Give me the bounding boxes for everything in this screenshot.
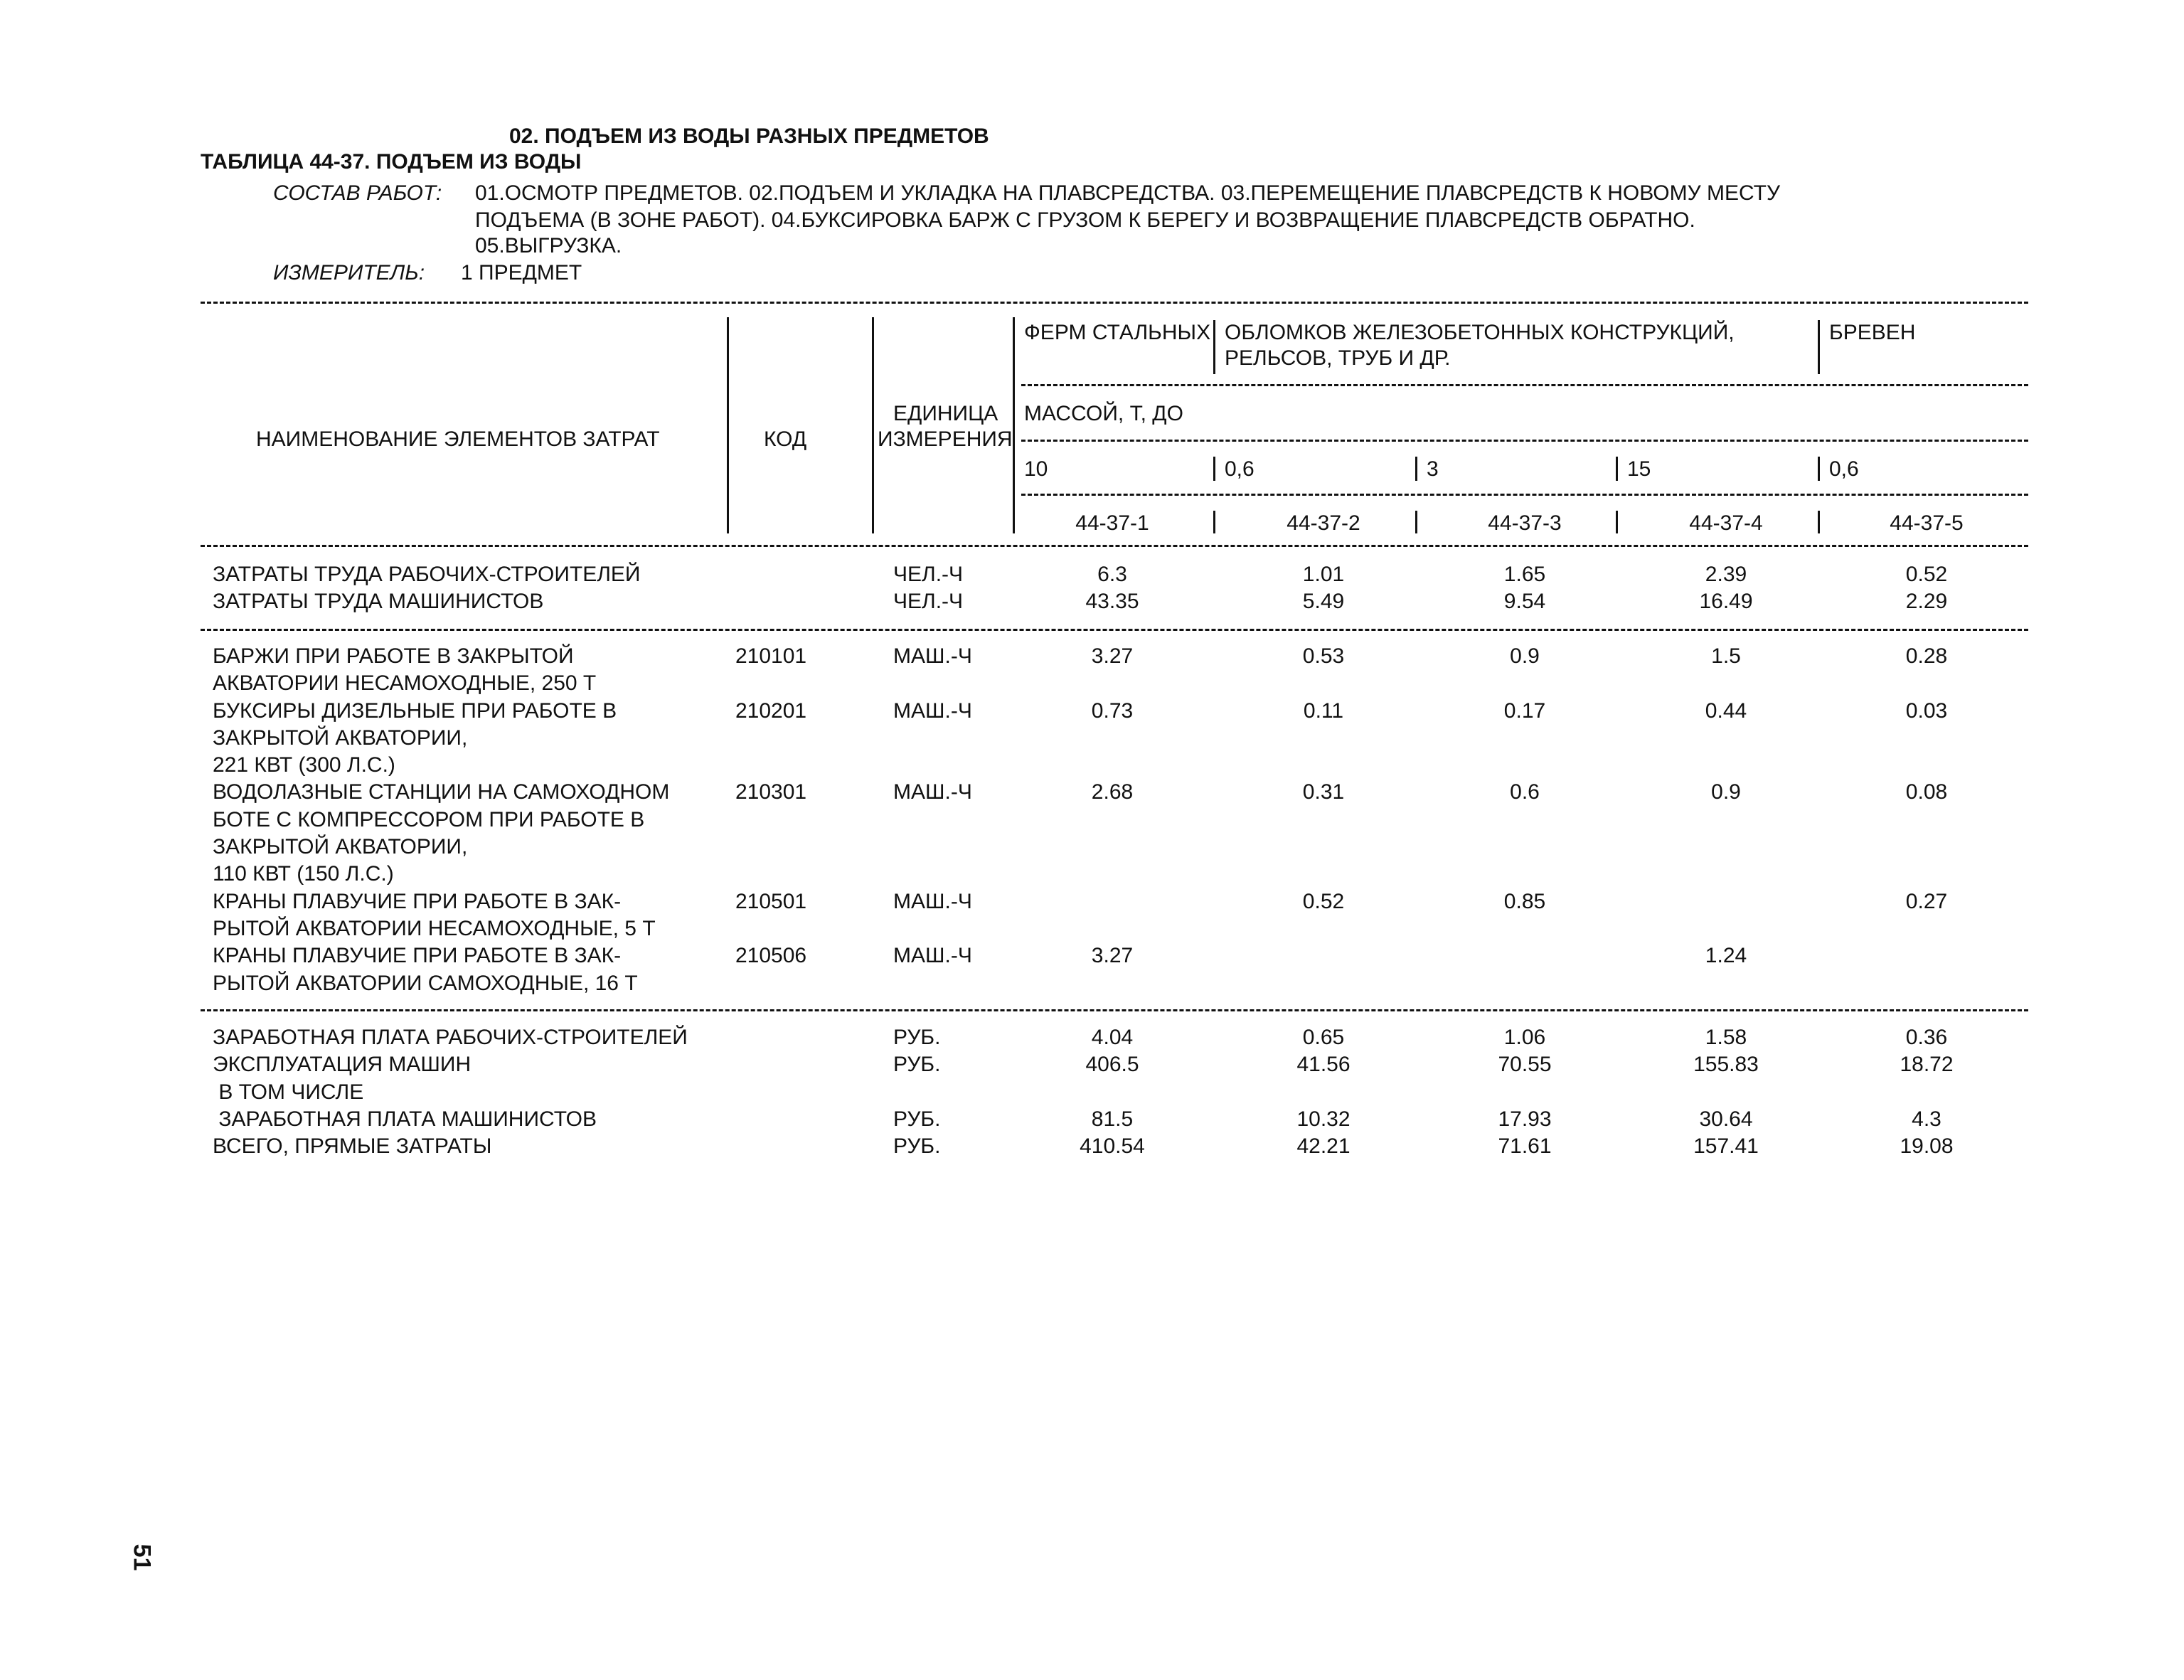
row-value: 17.93 bbox=[1498, 1107, 1552, 1131]
row-name: ВСЕГО, ПРЯМЫЕ ЗАТРАТЫ bbox=[213, 1134, 492, 1159]
row-value: 0.65 bbox=[1302, 1026, 1345, 1050]
header-group-steel: ФЕРМ СТАЛЬНЫХ bbox=[1024, 321, 1211, 344]
column-divider bbox=[1818, 457, 1820, 481]
header-name: НАИМЕНОВАНИЕ ЭЛЕМЕНТОВ ЗАТРАТ bbox=[256, 427, 660, 451]
header-mass: МАССОЙ, Т, ДО bbox=[1024, 402, 1183, 425]
header-mass-value: 10 bbox=[1024, 457, 1048, 481]
row-unit: МАШ.-Ч bbox=[893, 644, 972, 668]
row-value: 81.5 bbox=[1091, 1107, 1134, 1131]
row-name: БОТЕ С КОМПРЕССОРОМ ПРИ РАБОТЕ В bbox=[213, 807, 645, 831]
row-value: 70.55 bbox=[1498, 1053, 1552, 1077]
row-name: КРАНЫ ПЛАВУЧИЕ ПРИ РАБОТЕ В ЗАК- bbox=[213, 944, 622, 968]
row-unit: ЧЕЛ.-Ч bbox=[893, 590, 964, 614]
row-value: 43.35 bbox=[1085, 590, 1139, 614]
row-value: 410.54 bbox=[1080, 1134, 1145, 1159]
row-value: 2.39 bbox=[1705, 563, 1747, 586]
work-line: ПОДЪЕМА (В ЗОНЕ РАБОТ). 04.БУКСИРОВКА БАРЖ С ГРУЗОМ К БЕРЕГУ И ВОЗВРАЩЕНИЕ ПЛАВСРЕДСТВ ОБРАТНО. bbox=[475, 208, 1695, 232]
row-name: В ТОМ ЧИСЛЕ bbox=[213, 1080, 364, 1104]
row-value: 1.5 bbox=[1711, 644, 1741, 668]
row-unit: РУБ. bbox=[893, 1107, 941, 1131]
row-value: 0.36 bbox=[1905, 1026, 1948, 1050]
row-name: ЗАРАБОТНАЯ ПЛАТА МАШИНИСТОВ bbox=[213, 1107, 597, 1131]
row-name: КРАНЫ ПЛАВУЧИЕ ПРИ РАБОТЕ В ЗАК- bbox=[213, 889, 622, 913]
row-name: РЫТОЙ АКВАТОРИИ САМОХОДНЫЕ, 16 Т bbox=[213, 971, 638, 995]
row-unit: МАШ.-Ч bbox=[893, 698, 972, 723]
header-column-code: 44-37-2 bbox=[1287, 511, 1360, 535]
row-unit: МАШ.-Ч bbox=[893, 780, 972, 804]
row-value: 19.08 bbox=[1900, 1134, 1954, 1159]
header-unit-2: ИЗМЕРЕНИЯ bbox=[878, 427, 1013, 451]
row-value: 1.24 bbox=[1705, 944, 1747, 968]
row-value: 1.65 bbox=[1503, 563, 1546, 586]
header-column-code: 44-37-1 bbox=[1075, 511, 1149, 535]
row-value: 0.6 bbox=[1510, 780, 1540, 804]
row-unit: РУБ. bbox=[893, 1134, 941, 1159]
row-code: 210501 bbox=[735, 889, 807, 913]
column-divider bbox=[1818, 320, 1820, 374]
row-name: ЗАТРАТЫ ТРУДА РАБОЧИХ-СТРОИТЕЛЕЙ bbox=[213, 563, 641, 586]
column-divider bbox=[872, 317, 874, 533]
header-group-concrete: ОБЛОМКОВ ЖЕЛЕЗОБЕТОННЫХ КОНСТРУКЦИЙ, bbox=[1225, 321, 1735, 344]
row-value: 0.52 bbox=[1905, 563, 1948, 586]
column-divider bbox=[1013, 317, 1015, 533]
row-value: 0.44 bbox=[1705, 698, 1747, 723]
header-mass-value: 15 bbox=[1627, 457, 1651, 481]
row-value: 3.27 bbox=[1091, 944, 1134, 968]
row-value: 1.06 bbox=[1503, 1026, 1546, 1050]
column-divider bbox=[1616, 457, 1618, 481]
divider bbox=[201, 1009, 2028, 1011]
row-value: 0.52 bbox=[1302, 889, 1345, 913]
column-divider bbox=[1213, 511, 1215, 533]
work-line: 05.ВЫГРУЗКА. bbox=[475, 234, 622, 257]
column-divider bbox=[1415, 457, 1417, 481]
row-unit: РУБ. bbox=[893, 1026, 941, 1050]
header-mass-value: 3 bbox=[1427, 457, 1439, 481]
row-value: 4.04 bbox=[1091, 1026, 1134, 1050]
row-name: ЗАКРЫТОЙ АКВАТОРИИ, bbox=[213, 725, 468, 750]
row-value: 0.9 bbox=[1510, 644, 1540, 668]
row-value: 71.61 bbox=[1498, 1134, 1552, 1159]
row-name: БАРЖИ ПРИ РАБОТЕ В ЗАКРЫТОЙ bbox=[213, 644, 574, 668]
row-value: 2.68 bbox=[1091, 780, 1134, 804]
header-column-code: 44-37-3 bbox=[1488, 511, 1562, 535]
work-label: СОСТАВ РАБОТ: bbox=[273, 181, 442, 205]
row-value: 5.49 bbox=[1302, 590, 1345, 614]
row-code: 210301 bbox=[735, 780, 807, 804]
work-line: 01.ОСМОТР ПРЕДМЕТОВ. 02.ПОДЪЕМ И УКЛАДКА НА ПЛАВСРЕДСТВА. 03.ПЕРЕМЕЩЕНИЕ ПЛАВСРЕДСТВ К НОВОМУ МЕСТУ bbox=[475, 181, 1781, 205]
row-value: 406.5 bbox=[1085, 1053, 1139, 1077]
header-mass-value: 0,6 bbox=[1225, 457, 1255, 481]
header-column-code: 44-37-4 bbox=[1689, 511, 1763, 535]
row-value: 0.03 bbox=[1905, 698, 1948, 723]
row-name: 110 КВТ (150 Л.С.) bbox=[213, 862, 394, 886]
section-title: 02. ПОДЪЕМ ИЗ ВОДЫ РАЗНЫХ ПРЕДМЕТОВ bbox=[509, 124, 989, 148]
header-group-logs: БРЕВЕН bbox=[1829, 321, 1916, 344]
row-unit: РУБ. bbox=[893, 1053, 941, 1077]
meter-value: 1 ПРЕДМЕТ bbox=[461, 261, 582, 285]
row-value: 30.64 bbox=[1699, 1107, 1753, 1131]
row-unit: МАШ.-Ч bbox=[893, 944, 972, 968]
page-number: 51 bbox=[128, 1543, 156, 1571]
column-divider bbox=[1213, 320, 1215, 374]
row-value: 2.29 bbox=[1905, 590, 1948, 614]
row-value: 1.01 bbox=[1302, 563, 1345, 586]
row-value: 0.17 bbox=[1503, 698, 1546, 723]
divider bbox=[1021, 440, 2028, 442]
row-value: 0.31 bbox=[1302, 780, 1345, 804]
row-name: АКВАТОРИИ НЕСАМОХОДНЫЕ, 250 Т bbox=[213, 671, 597, 696]
header-column-code: 44-37-5 bbox=[1890, 511, 1964, 535]
row-value: 0.53 bbox=[1302, 644, 1345, 668]
row-value: 41.56 bbox=[1296, 1053, 1351, 1077]
row-value: 3.27 bbox=[1091, 644, 1134, 668]
row-value: 0.28 bbox=[1905, 644, 1948, 668]
row-value: 9.54 bbox=[1503, 590, 1546, 614]
row-value: 18.72 bbox=[1900, 1053, 1954, 1077]
row-value: 6.3 bbox=[1097, 563, 1127, 586]
row-unit: МАШ.-Ч bbox=[893, 889, 972, 913]
row-name: ЗАРАБОТНАЯ ПЛАТА РАБОЧИХ-СТРОИТЕЛЕЙ bbox=[213, 1026, 688, 1050]
row-value: 0.11 bbox=[1303, 698, 1344, 723]
row-value: 0.73 bbox=[1091, 698, 1134, 723]
row-value: 0.08 bbox=[1905, 780, 1948, 804]
header-mass-value: 0,6 bbox=[1829, 457, 1859, 481]
divider bbox=[201, 302, 2028, 304]
divider bbox=[1021, 494, 2028, 496]
row-name: ВОДОЛАЗНЫЕ СТАНЦИИ НА САМОХОДНОМ bbox=[213, 780, 670, 804]
divider bbox=[201, 545, 2028, 547]
header-code: КОД bbox=[764, 427, 807, 451]
row-value: 10.32 bbox=[1296, 1107, 1351, 1131]
row-unit: ЧЕЛ.-Ч bbox=[893, 563, 964, 586]
row-name: ЗАКРЫТОЙ АКВАТОРИИ, bbox=[213, 835, 468, 858]
meter-label: ИЗМЕРИТЕЛЬ: bbox=[273, 261, 425, 285]
row-value: 155.83 bbox=[1693, 1053, 1759, 1077]
divider bbox=[1021, 384, 2028, 386]
table-title: ТАБЛИЦА 44-37. ПОДЪЕМ ИЗ ВОДЫ bbox=[201, 150, 582, 174]
row-code: 210201 bbox=[735, 698, 807, 723]
row-code: 210506 bbox=[735, 944, 807, 968]
row-value: 0.9 bbox=[1711, 780, 1741, 804]
row-value: 1.58 bbox=[1705, 1026, 1747, 1050]
row-name: БУКСИРЫ ДИЗЕЛЬНЫЕ ПРИ РАБОТЕ В bbox=[213, 698, 617, 723]
row-name: РЫТОЙ АКВАТОРИИ НЕСАМОХОДНЫЕ, 5 Т bbox=[213, 916, 656, 940]
row-code: 210101 bbox=[735, 644, 807, 668]
column-divider bbox=[727, 317, 729, 533]
row-name: 221 КВТ (300 Л.С.) bbox=[213, 753, 395, 777]
divider bbox=[201, 629, 2028, 631]
row-name: ЗАТРАТЫ ТРУДА МАШИНИСТОВ bbox=[213, 590, 544, 614]
row-name: ЭКСПЛУАТАЦИЯ МАШИН bbox=[213, 1053, 472, 1077]
header-group-concrete-2: РЕЛЬСОВ, ТРУБ И ДР. bbox=[1225, 346, 1451, 370]
row-value: 16.49 bbox=[1699, 590, 1753, 614]
row-value: 157.41 bbox=[1693, 1134, 1759, 1159]
row-value: 0.27 bbox=[1905, 889, 1948, 913]
row-value: 0.85 bbox=[1503, 889, 1546, 913]
column-divider bbox=[1213, 457, 1215, 481]
row-value: 4.3 bbox=[1912, 1107, 1941, 1131]
header-unit: ЕДИНИЦА bbox=[893, 402, 998, 425]
row-value: 42.21 bbox=[1296, 1134, 1351, 1159]
